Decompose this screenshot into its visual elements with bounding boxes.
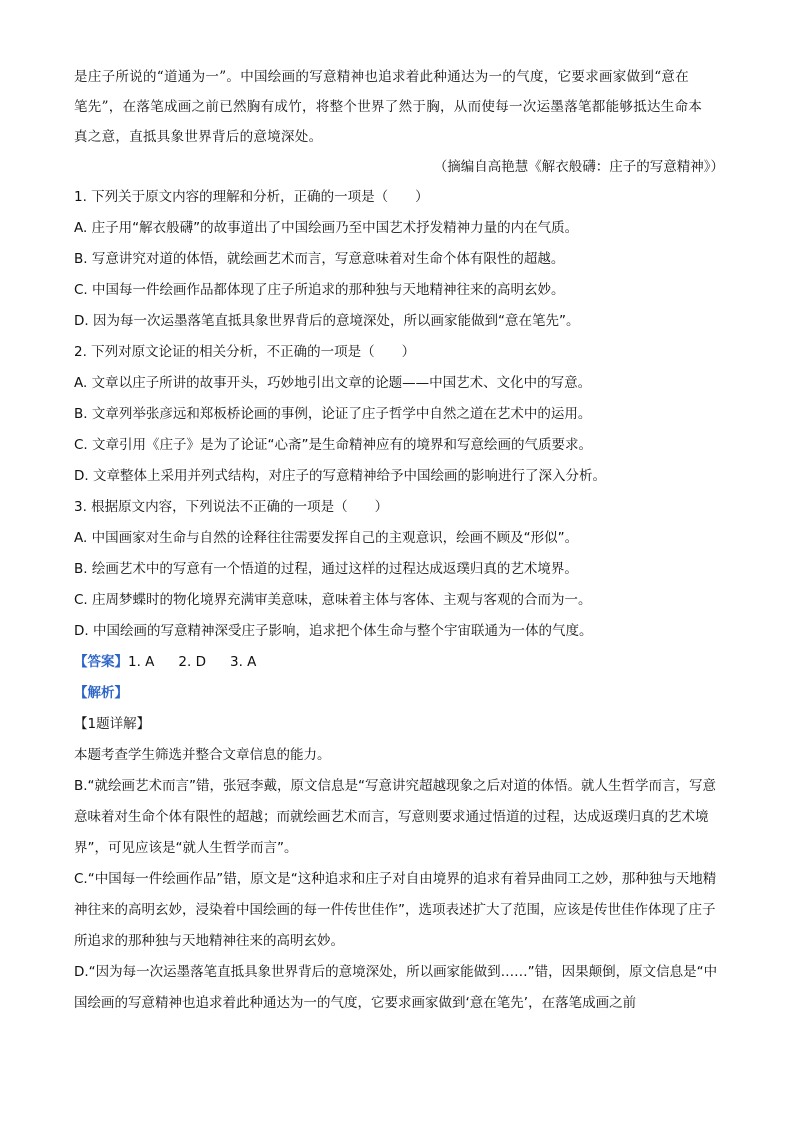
option-d: D. 中国绘画的写意精神深受庄子影响，追求把个体生命与整个宇宙联通为一体的气度。	[74, 623, 593, 639]
option-a: A. 文章以庄子所讲的故事开头，巧妙地引出文章的论题——中国艺术、文化中的写意。	[74, 375, 592, 391]
answer-3: 3. A	[230, 654, 257, 670]
analysis-paragraph-b: B.“就绘画艺术而言”错，张冠李戴，原文信息是“写意讲究超越现象之后对道的体悟。就人生哲学而言，写意意味着对生命个体有限性的超越；而就绘画艺术而言，写意则要求通过悟道的过程，达成返璞归真的艺术境界”，可见应该是“就人生哲学而言”。	[74, 778, 717, 856]
option-d: D. 文章整体上采用并列式结构，对庄子的写意精神给予中国绘画的影响进行了深入分析。	[74, 468, 606, 484]
option-b: B. 文章列举张彦远和郑板桥论画的事例，论证了庄子哲学中自然之道在艺术中的运用。	[74, 406, 592, 422]
question-3	[74, 492, 724, 647]
option-c: C. 文章引用《庄子》是为了论证“心斋”是生命精神应有的境界和写意绘画的气质要求。	[74, 437, 592, 453]
question-1	[74, 182, 724, 337]
option-b: B. 绘画艺术中的写意有一个悟道的过程，通过这样的过程达成返璞归真的艺术境界。	[74, 561, 578, 577]
question-stem: 2. 下列对原文论证的相关分析，不正确的一项是（ ）	[74, 344, 416, 360]
intro-line: 真之意，直抵具象世界背后的意境深处。	[74, 129, 323, 145]
answer-label: 【答案】	[74, 654, 128, 670]
question-stem: 1. 下列关于原文内容的理解和分析，正确的一项是（ ）	[74, 189, 429, 205]
answer-items	[74, 647, 154, 678]
answer-row	[74, 647, 724, 678]
option-a: A. 庄子用“解衣般礴”的故事道出了中国绘画乃至中国艺术抒发精神力量的内在气质。	[74, 220, 579, 236]
option-c: C. 中国每一件绘画作品都体现了庄子所追求的那种独与天地精神往来的高明玄妙。	[74, 282, 565, 298]
question-stem: 3. 根据原文内容，下列说法不正确的一项是（ ）	[74, 499, 389, 515]
source-citation: （摘编自高艳慧《解衣般礴：庄子的写意精神》）	[433, 159, 724, 175]
intro-line: 笔先”，在落笔成画之前已然胸有成竹，将整个世界了然于胸，从而使每一次运墨落笔都能够抵达生命本	[74, 99, 703, 115]
answer-1: 1. A	[128, 654, 155, 670]
analysis-paragraph-d: D.“因为每一次运墨落笔直抵具象世界背后的意境深处，所以画家能做到……”错，因果颠倒，原文信息是“中国绘画的写意精神也追求着此种通达为一的气度，它要求画家做到‘意在笔先’，在落笔成画之前	[74, 964, 718, 1011]
analysis-paragraph-c: C.“中国每一件绘画作品”错，原文是“这种追求和庄子对自由境界的追求有着异曲同工之妙，那种独与天地精神往来的高明玄妙，浸染着中国绘画的每一件传世佳作”，选项表述扩大了范围，应该是传世佳作体现了庄子所追求的那种独与天地精神往来的高明玄妙。	[74, 871, 717, 949]
option-b: B. 写意讲究对道的体悟，就绘画艺术而言，写意意味着对生命个体有限性的超越。	[74, 251, 565, 267]
option-a: A. 中国画家对生命与自然的诠释往往需要发挥自己的主观意识，绘画不顾及“形似”。	[74, 530, 579, 546]
option-d: D. 因为每一次运墨落笔直抵具象世界背后的意境深处，所以画家能做到“意在笔先”。	[74, 313, 580, 329]
option-c: C. 庄周梦蝶时的物化境界充满审美意味，意味着主体与客体、主观与客观的合而为一。	[74, 592, 592, 608]
question-2	[74, 337, 724, 492]
analysis-label: 【解析】	[74, 685, 128, 701]
document-page	[74, 62, 724, 1019]
analysis-intro: 本题考查学生筛选并整合文章信息的能力。	[74, 747, 331, 763]
analysis-subhead: 【1题详解】	[74, 716, 151, 732]
answer-2: 2. D	[178, 654, 206, 670]
intro-line: 是庄子所说的“道通为一”。中国绘画的写意精神也追求着此种通达为一的气度，它要求画家做到“意在	[74, 69, 690, 85]
intro-passage	[74, 62, 724, 152]
